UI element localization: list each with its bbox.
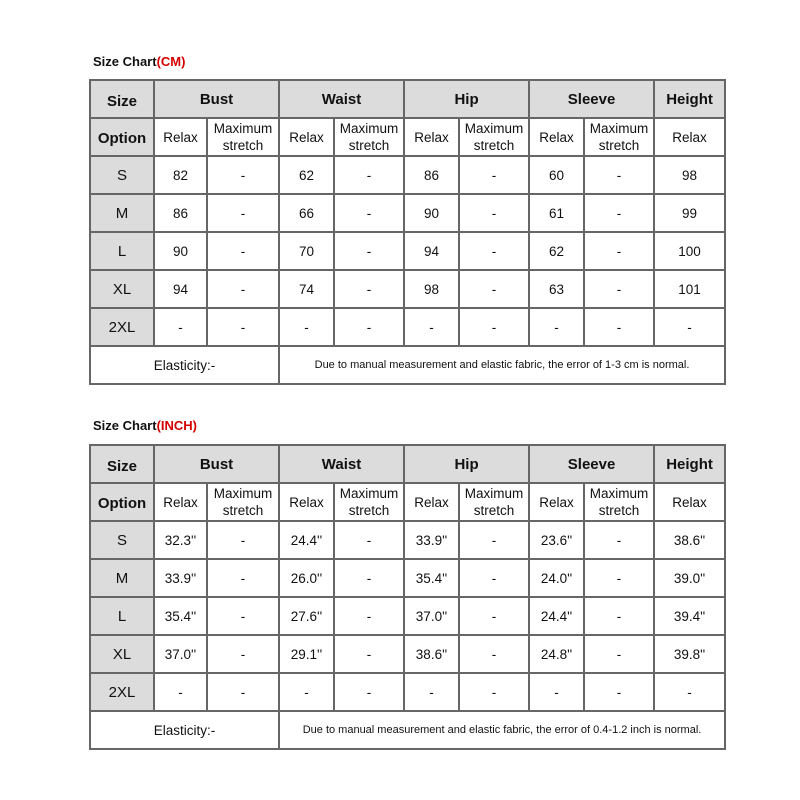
measurement-cell: - — [207, 308, 279, 346]
size-header: Size — [90, 80, 154, 118]
measurement-cell: 101 — [654, 270, 725, 308]
measurement-cell: - — [334, 521, 404, 559]
measurement-note: Due to manual measurement and elastic fabric, the error of 0.4-1.2 inch is normal. — [279, 711, 725, 749]
waist-header: Waist — [279, 80, 404, 118]
measurement-cell: 100 — [654, 232, 725, 270]
measurement-cell: - — [459, 270, 529, 308]
measurement-cell: - — [207, 232, 279, 270]
measurement-cell: - — [404, 308, 459, 346]
measurement-cell: 94 — [154, 270, 207, 308]
size-label: S — [90, 521, 154, 559]
measurement-cell: - — [207, 270, 279, 308]
measurement-cell: 39.4'' — [654, 597, 725, 635]
max-stretch-subheader: Maximum stretch — [584, 483, 654, 521]
measurement-cell: 29.1'' — [279, 635, 334, 673]
measurement-cell: - — [459, 232, 529, 270]
measurement-cell: 62 — [529, 232, 584, 270]
height-header: Height — [654, 80, 725, 118]
bust-header: Bust — [154, 445, 279, 483]
measurement-cell: - — [584, 673, 654, 711]
measurement-cell: - — [207, 597, 279, 635]
measurement-cell: - — [654, 308, 725, 346]
measurement-cell: 23.6'' — [529, 521, 584, 559]
size-row — [90, 156, 725, 194]
measurement-cell: 24.8'' — [529, 635, 584, 673]
measurement-cell: 62 — [279, 156, 334, 194]
measurement-cell: - — [459, 597, 529, 635]
measurement-cell: 98 — [654, 156, 725, 194]
measurement-cell: - — [529, 673, 584, 711]
size-label: L — [90, 232, 154, 270]
measurement-cell: 94 — [404, 232, 459, 270]
measurement-cell: - — [334, 156, 404, 194]
measurement-cell: - — [334, 232, 404, 270]
data-rows — [90, 156, 725, 346]
bust-header: Bust — [154, 80, 279, 118]
measurement-cell: - — [584, 308, 654, 346]
measurement-cell: - — [334, 597, 404, 635]
max-stretch-subheader: Maximum stretch — [459, 118, 529, 156]
relax-subheader: Relax — [279, 483, 334, 521]
title-text: Size Chart — [93, 54, 157, 69]
relax-subheader: Relax — [654, 118, 725, 156]
measurement-cell: - — [207, 559, 279, 597]
measurement-cell: - — [584, 194, 654, 232]
sleeve-header: Sleeve — [529, 445, 654, 483]
elasticity-label: Elasticity:- — [90, 346, 279, 384]
measurement-cell: 66 — [279, 194, 334, 232]
measurement-cell: - — [584, 559, 654, 597]
measurement-cell: 24.0'' — [529, 559, 584, 597]
size-label: XL — [90, 270, 154, 308]
size-row — [90, 597, 725, 635]
measurement-cell: 32.3'' — [154, 521, 207, 559]
measurement-cell: - — [207, 194, 279, 232]
measurement-cell: 98 — [404, 270, 459, 308]
measurement-cell: - — [279, 308, 334, 346]
size-row — [90, 521, 725, 559]
size-label: L — [90, 597, 154, 635]
hip-header: Hip — [404, 80, 529, 118]
measurement-cell: 24.4'' — [279, 521, 334, 559]
measurement-cell: 90 — [154, 232, 207, 270]
size-label: 2XL — [90, 308, 154, 346]
max-stretch-subheader: Maximum stretch — [207, 483, 279, 521]
size-row — [90, 635, 725, 673]
measurement-cell: - — [584, 521, 654, 559]
measurement-cell: 26.0'' — [279, 559, 334, 597]
measurement-cell: 33.9'' — [154, 559, 207, 597]
size-label: S — [90, 156, 154, 194]
size-label: XL — [90, 635, 154, 673]
option-header: Option — [90, 483, 154, 521]
unit-label: (CM) — [156, 54, 186, 69]
measurement-cell: - — [207, 521, 279, 559]
measurement-cell: 33.9'' — [404, 521, 459, 559]
sleeve-header: Sleeve — [529, 80, 654, 118]
measurement-cell: 99 — [654, 194, 725, 232]
measurement-cell: 37.0'' — [154, 635, 207, 673]
measurement-cell: 90 — [404, 194, 459, 232]
measurement-note: Due to manual measurement and elastic fabric, the error of 1-3 cm is normal. — [279, 346, 725, 384]
max-stretch-subheader: Maximum stretch — [334, 118, 404, 156]
size-row — [90, 673, 725, 711]
measurement-cell: 60 — [529, 156, 584, 194]
measurement-cell: 38.6'' — [404, 635, 459, 673]
measurement-cell: - — [207, 635, 279, 673]
measurement-cell: 35.4'' — [154, 597, 207, 635]
size-label: 2XL — [90, 673, 154, 711]
measurement-cell: - — [459, 521, 529, 559]
measurement-cell: - — [279, 673, 334, 711]
measurement-cell: - — [207, 156, 279, 194]
size-row — [90, 308, 725, 346]
measurement-cell: - — [334, 270, 404, 308]
measurement-cell: 86 — [154, 194, 207, 232]
measurement-cell: - — [207, 673, 279, 711]
measurement-cell: 35.4'' — [404, 559, 459, 597]
size-chart-title-inch — [93, 418, 197, 433]
size-chart-table-inch — [89, 444, 726, 750]
measurement-cell: 70 — [279, 232, 334, 270]
measurement-cell: 86 — [404, 156, 459, 194]
measurement-cell: - — [334, 673, 404, 711]
measurement-cell: 61 — [529, 194, 584, 232]
size-row — [90, 559, 725, 597]
measurement-cell: 39.0'' — [654, 559, 725, 597]
measurement-cell: - — [654, 673, 725, 711]
data-rows — [90, 521, 725, 711]
measurement-cell: - — [459, 635, 529, 673]
relax-subheader: Relax — [529, 483, 584, 521]
measurement-cell: - — [404, 673, 459, 711]
size-label: M — [90, 194, 154, 232]
relax-subheader: Relax — [654, 483, 725, 521]
measurement-cell: - — [154, 673, 207, 711]
measurement-cell: - — [459, 673, 529, 711]
size-row — [90, 270, 725, 308]
waist-header: Waist — [279, 445, 404, 483]
size-row — [90, 232, 725, 270]
measurement-cell: - — [584, 635, 654, 673]
size-label: M — [90, 559, 154, 597]
measurement-cell: - — [334, 635, 404, 673]
relax-subheader: Relax — [404, 118, 459, 156]
size-header: Size — [90, 445, 154, 483]
relax-subheader: Relax — [154, 118, 207, 156]
measurement-cell: - — [584, 597, 654, 635]
measurement-cell: 74 — [279, 270, 334, 308]
measurement-cell: 82 — [154, 156, 207, 194]
relax-subheader: Relax — [404, 483, 459, 521]
hip-header: Hip — [404, 445, 529, 483]
measurement-cell: - — [529, 308, 584, 346]
option-header: Option — [90, 118, 154, 156]
measurement-cell: - — [334, 194, 404, 232]
unit-label: (INCH) — [156, 418, 198, 433]
measurement-cell: 24.4'' — [529, 597, 584, 635]
measurement-cell: 37.0'' — [404, 597, 459, 635]
max-stretch-subheader: Maximum stretch — [334, 483, 404, 521]
measurement-cell: - — [459, 156, 529, 194]
measurement-cell: - — [459, 308, 529, 346]
measurement-cell: 38.6'' — [654, 521, 725, 559]
measurement-cell: - — [459, 194, 529, 232]
size-chart-table-cm — [89, 79, 726, 385]
measurement-cell: - — [459, 559, 529, 597]
relax-subheader: Relax — [529, 118, 584, 156]
measurement-cell: 39.8'' — [654, 635, 725, 673]
measurement-cell: - — [334, 308, 404, 346]
elasticity-label: Elasticity:- — [90, 711, 279, 749]
max-stretch-subheader: Maximum stretch — [459, 483, 529, 521]
max-stretch-subheader: Maximum stretch — [207, 118, 279, 156]
measurement-cell: 27.6'' — [279, 597, 334, 635]
size-chart-title-cm — [93, 54, 185, 69]
relax-subheader: Relax — [154, 483, 207, 521]
measurement-cell: - — [334, 559, 404, 597]
measurement-cell: - — [584, 156, 654, 194]
measurement-cell: - — [584, 232, 654, 270]
max-stretch-subheader: Maximum stretch — [584, 118, 654, 156]
measurement-cell: - — [154, 308, 207, 346]
size-row — [90, 194, 725, 232]
relax-subheader: Relax — [279, 118, 334, 156]
measurement-cell: - — [584, 270, 654, 308]
title-text: Size Chart — [93, 418, 157, 433]
measurement-cell: 63 — [529, 270, 584, 308]
height-header: Height — [654, 445, 725, 483]
